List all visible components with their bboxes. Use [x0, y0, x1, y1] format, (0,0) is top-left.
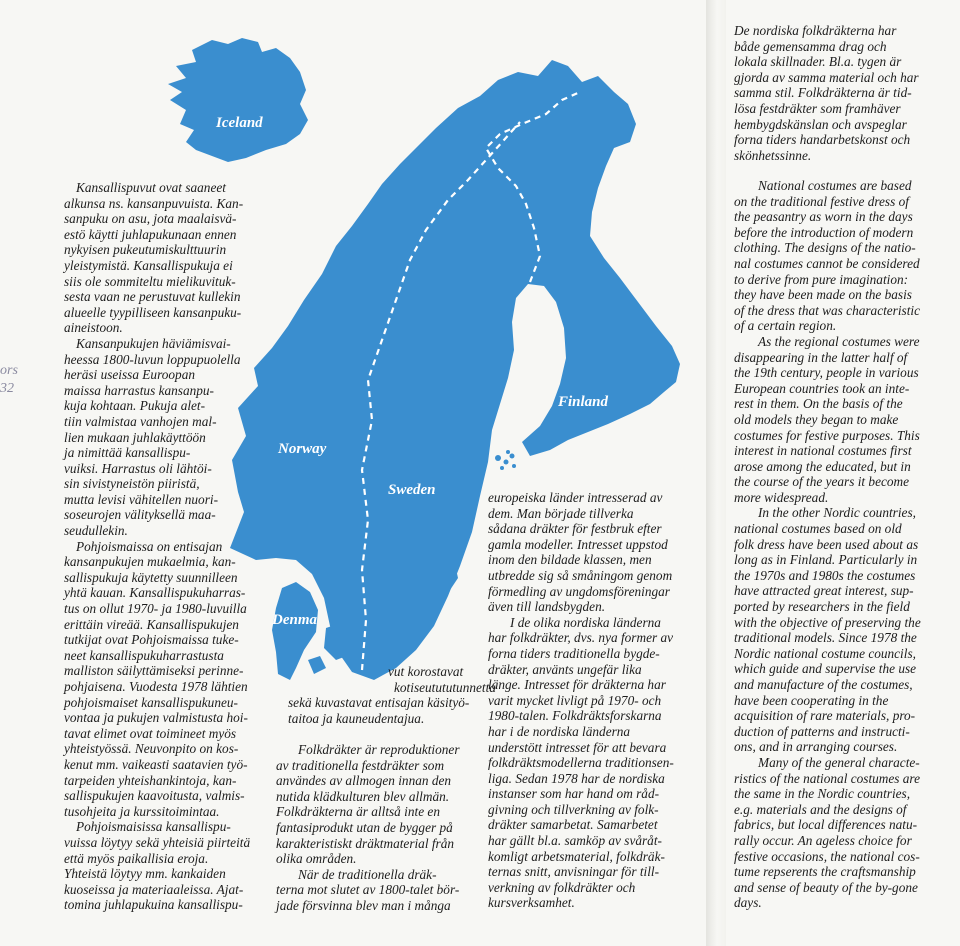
text-line: tusohjeita ja kurssitoimintaa. [64, 803, 220, 819]
text-line: arose among the educated, but in [734, 458, 911, 474]
text-line: lösa festdräkter som framhäver [734, 100, 901, 116]
finnish-paragraph-2 [64, 336, 278, 539]
text-line: skönhetssinne. [734, 147, 812, 163]
text-line: of a certain region. [734, 318, 837, 334]
english-paragraph-3 [734, 505, 956, 755]
text-line: että myös paikallisia eroja. [64, 850, 209, 866]
text-line: I de olika nordiska länderna [510, 614, 661, 630]
text-line: Folkdräkter är reproduktioner [298, 742, 460, 757]
text-line: rally occur. An ageless choice for [734, 832, 912, 848]
text-line: tiin valmistaa vanhojen mal- [64, 413, 217, 429]
text-line: interest in national costumes first [734, 443, 912, 459]
text-line: Kansanpukujen häviämisvai- [76, 335, 231, 351]
swedish-paragraph-1 [276, 742, 490, 867]
text-line: När de traditionella dräk- [298, 866, 437, 882]
text-line: rest in them. On the basis of the [734, 396, 903, 412]
text-line: kansanpukujen mukaelmia, kan- [64, 554, 236, 570]
text-line: jade försvinna blev man i många [276, 897, 451, 913]
text-line: of the dress that was characteristic [734, 302, 921, 318]
text-line: e.g. materials and the designs of [734, 801, 907, 817]
text-line: olika områden. [276, 851, 357, 867]
finnish-column-1 [64, 180, 278, 913]
text-line: användes av allmogen innan den [276, 773, 452, 789]
text-line: ternas snitt, anvisningar för till- [488, 864, 660, 880]
text-line: In the other Nordic countries, [758, 505, 916, 521]
text-line: sallispukujen kaavoitusta, valmis- [64, 788, 245, 804]
text-line: sesta vaan ne perustuvat kullekin [64, 289, 241, 305]
text-line: kursverksamhet. [488, 895, 575, 911]
text-line: have been cooperating in the [734, 692, 889, 708]
text-line: kenut mm. vaikeasti saatavien työ- [64, 756, 248, 772]
text-line: av traditionella festdräkter som [276, 757, 445, 773]
text-line: kuja kohtaan. Pukuja alet- [64, 398, 206, 414]
text-line: taitoa ja kauneudentajua. [288, 710, 425, 726]
text-line: tume repserents the craftsmanship [734, 864, 916, 880]
aland-islands [495, 450, 516, 470]
text-line: gamla modeller. Intresset uppstod [488, 536, 668, 552]
text-line: ristics of the national costumes are [734, 770, 921, 786]
text-line: long as in Finland. Particularly in [734, 552, 918, 568]
text-line: lokala skillnader. Bl.a. tygen är [734, 54, 902, 70]
text-line: clothing. The designs of the natio- [734, 240, 916, 256]
swedish-column-left [276, 742, 490, 914]
text-line: more widespread. [734, 489, 829, 505]
swedish-column-right [734, 23, 952, 163]
text-line: vuissa löytyy sekä yhteisiä piirteitä [64, 834, 251, 850]
text-line: sådana dräkter för festbruk efter [488, 521, 662, 537]
text-line: länge. Intresset för dräkterna har [488, 677, 666, 693]
text-line: and manufacture of the costumes, [734, 677, 913, 692]
swedish-column-middle [488, 490, 704, 911]
text-line: pohjaisena. Vuodesta 1978 lähtien [64, 679, 248, 694]
text-line: utbredde sig så småningom genom [488, 567, 673, 583]
text-line: dräkter, använts ungefär lika [488, 661, 642, 677]
text-line: alkunsa ns. kansanpuvuista. Kan- [64, 195, 244, 211]
text-line: Nordic national costume councils, [734, 645, 916, 661]
text-line: soseurojen välityksellä maa- [64, 507, 216, 523]
finnish-continuation [288, 664, 496, 726]
finnish-column-2 [288, 664, 496, 726]
text-line: yhteistyössä. Neuvonpito on kos- [64, 741, 239, 757]
text-line: även till landsbygden. [488, 599, 606, 615]
text-line: Pohjoismaissa on entisajan [76, 538, 223, 554]
text-line: understött intresset för att bevara [488, 739, 667, 755]
text-line: malliston säilyttämiseksi perinne- [64, 663, 244, 679]
swedish-paragraph-2 [276, 867, 490, 914]
text-line: erittäin vireää. Kansallispukujen [64, 616, 239, 632]
text-line: karakteristiskt dräktmaterial från [276, 835, 455, 851]
text-line: hembygdskänslan och avspeglar [734, 116, 907, 132]
english-column [734, 178, 956, 911]
text-line: Yhteistä löytyy mm. kankaiden [64, 866, 226, 882]
text-line: As the regional costumes were [758, 333, 920, 349]
text-line: on the traditional festive dress of [734, 193, 909, 209]
text-line: folk dress have been used about as [734, 536, 919, 552]
text-line: tus on ollut 1970- ja 1980-luvuilla [64, 601, 247, 617]
text-line: forna tiders handarbetskonst och [734, 132, 911, 148]
text-line: nal costumes cannot be considered [734, 255, 920, 271]
text-line: old models they began to make [734, 411, 899, 427]
text-line: heessa 1800-luvun loppupuolella [64, 351, 241, 367]
text-line: inom den bildade klassen, men [488, 552, 652, 568]
text-line: have attracted great interest, sup- [734, 583, 914, 599]
text-line: lien mukaan juhlakäyttöön [64, 429, 206, 445]
text-line: traditional models. Since 1978 the [734, 630, 917, 646]
text-line: before the introduction of modern [734, 224, 914, 240]
finnish-paragraph-4 [64, 819, 278, 913]
text-line: seudullekin. [64, 523, 128, 539]
text-line: ons, and in arranging courses. [734, 739, 898, 755]
page-mark-1: ors [0, 363, 18, 378]
text-line: estö käytti juhlapukunaan ennen [64, 226, 237, 242]
text-line: ja nimittää kansallispu- [64, 445, 191, 461]
text-line: and sense of beauty of the by-gone [734, 879, 918, 895]
finnish-paragraph-3 [64, 539, 278, 820]
text-line: sallispukuja käytetty suunnilleen [64, 569, 238, 585]
text-line: kuoseissa ja materiaaleissa. Ajat- [64, 881, 244, 897]
text-line: har i de nordiska länderna [488, 723, 631, 739]
text-line: they have been made on the basis [734, 287, 912, 303]
text-line: forna tiders traditionella bygde- [488, 645, 660, 661]
text-line: maissa harrastus kansanpu- [64, 382, 214, 398]
text-line: national costumes based on old [734, 521, 902, 537]
text-line: yleistymistä. Kansallispukuja ei [64, 257, 233, 273]
text-line: europeiska länder intresserad av [488, 490, 663, 505]
text-line: Pohjoismaisissa kansallispu- [76, 819, 231, 835]
text-line: har folkdräkter, dvs. nya former av [488, 630, 674, 646]
text-line: dräkter samarbetat. Samarbetet [488, 817, 658, 833]
text-line: dem. Man började tillverka [488, 505, 634, 521]
text-line: fabrics, but local differences natu- [734, 817, 918, 833]
text-line: neet kansallispukuharrastusta [64, 647, 224, 663]
text-line: varit mycket livligt på 1970- och [488, 692, 662, 708]
text-line: ported by researchers in the field [734, 599, 910, 615]
text-line: givning och tillverkning av folk- [488, 801, 659, 817]
text-line: festive occasions, the national cos- [734, 848, 920, 864]
map-label-sweden: Sweden [388, 482, 436, 498]
english-paragraph-1 [734, 178, 956, 334]
text-line: the course of the years it become [734, 474, 910, 490]
text-line: tavat elimet ovat toimineet myös [64, 725, 237, 741]
text-line: which guide and supervise the use [734, 661, 917, 677]
map-label-denmark: Denma [272, 612, 317, 628]
swedish-paragraph-4 [488, 615, 704, 911]
english-paragraph-2 [734, 334, 956, 506]
iceland-shape [168, 38, 308, 162]
text-line: gjorda av samma material och har [734, 69, 919, 85]
text-line: 1980-talen. Folkdräktsforskarna [488, 708, 662, 724]
text-line: Folkdräkterna är alltså inte en [276, 804, 440, 820]
text-line: costumes for festive purposes. This [734, 427, 920, 443]
text-line: the same in the Nordic countries, [734, 786, 911, 802]
text-line: mutta levisi vähitellen nuori- [64, 491, 218, 507]
text-line: aineistoon. [64, 320, 123, 336]
text-line: terna mot slutet av 1800-talet bör- [276, 882, 460, 898]
text-line: fantasiprodukt utan de bygger på [276, 819, 453, 835]
text-line: tarpeiden yhteishankintoja, kan- [64, 772, 237, 788]
text-line: verkning av folkdräkter och [488, 879, 636, 895]
map-label-finland: Finland [558, 394, 609, 410]
text-line: tutkijat ovat Pohjoismaissa tuke- [64, 632, 239, 648]
text-line: har gällt bl.a. samköp av svåråt- [488, 833, 662, 849]
swedish-paragraph-3 [488, 490, 704, 615]
text-line: heräsi useissa Euroopan [64, 367, 196, 383]
text-line: with the objective of preserving the [734, 614, 921, 630]
text-line: vut korostavat [388, 664, 464, 679]
text-line: the 1970s and 1980s the costumes [734, 567, 916, 583]
text-line: liga. Sedan 1978 har de nordiska [488, 770, 665, 786]
text-line: duction of patterns and instructi- [734, 723, 910, 739]
text-line: instanser som har hand om råd- [488, 786, 660, 802]
map-label-norway: Norway [278, 441, 327, 457]
text-line: kotiseutututunnetta [394, 679, 496, 695]
text-line: sanpuku on asu, jota maalaisvä- [64, 211, 237, 227]
text-line: disappearing in the latter half of [734, 349, 908, 365]
english-paragraph-4 [734, 755, 956, 911]
text-line: förmedling av ungdomsföreningar [488, 583, 670, 599]
swedish-paragraph-5 [734, 23, 952, 163]
text-line: yhtä kauan. Kansallispukuharras- [64, 585, 246, 601]
text-line: National costumes are based [758, 178, 912, 193]
text-line: vontaa ja pukujen valmistusta hoi- [64, 710, 248, 726]
text-line: Many of the general characte- [758, 754, 920, 770]
text-line: pohjoismaiset kansallispukuneu- [64, 694, 238, 710]
page-mark-2: 32 [0, 381, 14, 396]
text-line: Kansallispuvut ovat saaneet [76, 180, 226, 195]
text-line: De nordiska folkdräkterna har [734, 23, 897, 38]
text-line: acquisition of rare materials, pro- [734, 708, 916, 724]
text-line: European countries took an inte- [734, 380, 910, 396]
text-line: nutida klädkulturen blev allmän. [276, 788, 450, 804]
text-line: vuiksi. Harrastus oli lähtöi- [64, 460, 212, 476]
text-line: både gemensamma drag och [734, 38, 887, 54]
text-line: komligt arbetsmaterial, folkdräk- [488, 848, 665, 864]
text-line: siis ole sommiteltu mielikuvituk- [64, 273, 236, 289]
text-line: to derive from pure imagination: [734, 271, 909, 287]
text-line: days. [734, 895, 762, 911]
text-line: alueelle tyypilliseen kansanpuku- [64, 304, 242, 320]
text-line: tomina juhlapukuina kansallispu- [64, 897, 243, 913]
finnish-paragraph-1 [64, 180, 278, 336]
text-line: sekä kuvastavat entisajan käsityö- [288, 695, 470, 711]
text-line: folkdräktsmodellerna traditionsen- [488, 755, 674, 771]
text-line: nykyisen pukeutumiskulttuurin [64, 242, 227, 258]
text-line: samma stil. Folkdräkterna är tid- [734, 85, 912, 101]
text-line: the peasantry as worn in the days [734, 209, 913, 225]
map-label-iceland: Iceland [216, 115, 263, 131]
text-line: sin sivistyneistön piiristä, [64, 476, 200, 492]
text-line: the 19th century, people in various [734, 365, 919, 381]
